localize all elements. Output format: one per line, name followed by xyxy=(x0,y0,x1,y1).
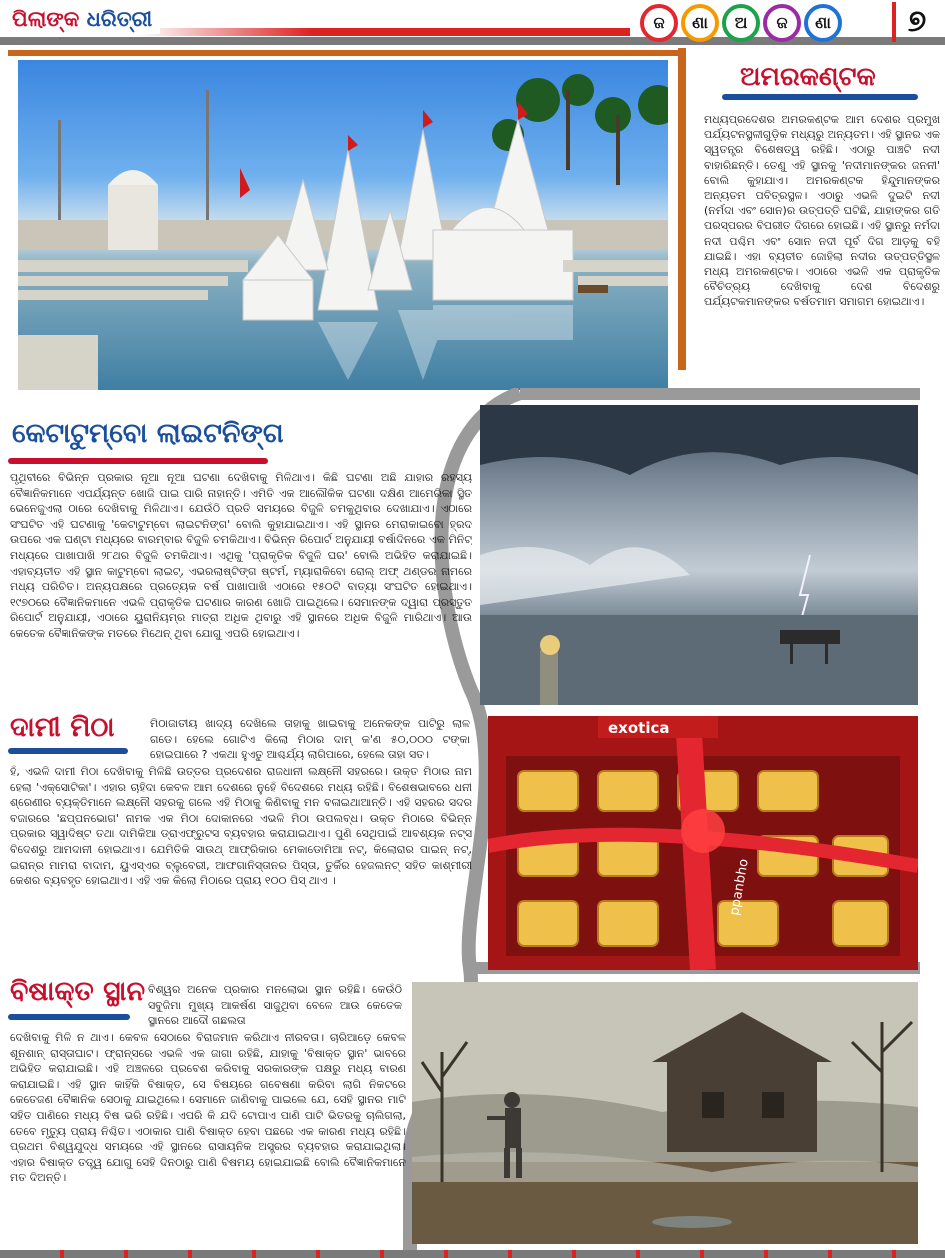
footer-rule xyxy=(0,1250,945,1258)
toxic-title: ବିଷାକ୍ତ ସ୍ଥାନ xyxy=(10,976,146,1007)
lightning-photo xyxy=(480,405,918,705)
sweet-ribbon-text: ppanbho xyxy=(727,857,752,917)
lightning-body: ପୃଥିବୀରେ ବିଭିନ୍ନ ପ୍ରକାର ନୂଆ ନୂଆ ଘଟଣା ଦେଖିବାକୁ ମିଳିଥାଏ। କିଛି ଘଟଣା ଅଛି ଯାହାର ରହସ୍ୟ ବୈଜ୍ଞାନିକମାନେ ଏପର୍ଯ୍ୟନ୍ତ ଖୋଜି ପାଇ ପାରି ନାହାନ୍ତି। ଏମିତି ଏକ ଆଲୌକିକ ଘଟଣା ଦକ୍ଷିଣ ଆମେରିକା ସ୍ଥିତ ଭେନେଜୁଏଲା ଠାରେ ଦେଖିବାକୁ ମିଳିଥାଏ। ଯେଉଁଠି ପ୍ରତି ସମୟରେ ବିଜୁଳି ଚମକୁଥିବାର ଦେଖାଯାଏ। ଏଠାରେ ସଂଘଟିତ ଏହି ଘଟଣାକୁ 'କେଟାଟୁମ୍ବୋ ଲାଇଟନିଙ୍ଗ' ବୋଲି କୁହାଯାଇଥାଏ। ଏହି ସ୍ଥାନର ମେରାକାଇବୋ ହ୍ରଦ ଉପରେ ଏକ ଘଣ୍ଟା ମଧ୍ୟରେ ବାରମ୍ବାର ବିଜୁଳି ଚମକିଥାଏ। ବିଭିନ୍ନ ରିପୋର୍ଟ ଅନୁଯାୟୀ ବର୍ଷାଦିନରେ ଏକ ମିନିଟ୍ ମଧ୍ୟରେ ପାଖାପାଖି ୨୮ଥର ବିଜୁଳି ଚମକିଥାଏ। ଏଥିକୁ 'ପ୍ରାକୃତିକ ବିଜୁଳି ଘର' ବୋଲି ଅଭିହିତ କରାଯାଇଛି। ଏହାବ୍ୟତୀତ ଏହି ସ୍ଥାନ କାଟୁମ୍ବୋ ଲାଇଟ୍, ଏଭରଲାଷ୍ଟିଙ୍ଗ ଷ୍ଟର୍ମ, ମ୍ୟାରାକିବୋ ରୋଲ୍ ଅଫ୍ ଥଣ୍ଡର ନାମରେ ମଧ୍ୟ ପରିଚିତ। ଅନ୍ୟପକ୍ଷରେ ପ୍ରତ୍ୟେକ ବର୍ଷ ପାଖାପାଖି ଏଠାରେ ୧୫୦ଟି ବାତ୍ୟା ସଂଘଟିତ ହୋଇଥାଏ। ୧୯୭୦ରେ ବୈଜ୍ଞାନିକମାନେ ଏଭଳି ପ୍ରାକୃତିକ ଘଟଣାର କାରଣ ଖୋଜି ପାଇଥିଲେ। ସେମାନଙ୍କ ଦ୍ୱାରା ପ୍ରସ୍ତୁତ ରିପୋର୍ଟ ଅନୁଯାୟୀ, ଏଠାରେ ୟୁରାନିୟମ୍‌ର ମାତ୍ରା ଅଧିକ ଥିବାରୁ ଏହି ସ୍ଥାନରେ ଅଧିକ ବିଜୁଳି ମାରିଥାଏ। ଆଉ କେତେକ ବୈଜ୍ଞାନିକଙ୍କ ମତରେ ମିଥେନ୍ ଥିବା ଯୋଗୁ ଏପରି ହୋଇଥାଏ। xyxy=(10,471,472,640)
series-letter-4: ଜ xyxy=(763,4,801,42)
photo-frame-top xyxy=(8,50,686,56)
series-letter-3: ଅ xyxy=(722,4,760,42)
series-letter-1: ଜ xyxy=(640,4,678,42)
logo-word-1: ପିଲାଙ୍କ xyxy=(12,7,80,31)
toxic-place-illustration xyxy=(412,982,918,1244)
sweet-title-underline xyxy=(8,748,128,754)
sweet-body-lead: ମିଠାଜାତୀୟ ଖାଦ୍ୟ ଦେଖିଲେ ତାହାକୁ ଖାଇବାକୁ ଅନେକଙ୍କ ପାଟିରୁ ଲାଳ ଗଡେ। ହେଲେ ଗୋଟିଏ କିଲୋ ମିଠାର ଦାମ୍ କ'ଣ ୫୦,୦୦୦ ଟଙ୍କା ହୋଇପାରେ ? ଏକଥା ହୁଏତୁ ଆଶ୍ଚର୍ଯ୍ୟ ଲାଗିପାରେ, ହେଲେ ତାହା ସତ। xyxy=(150,717,470,762)
publication-logo xyxy=(4,4,160,34)
toxic-title-underline xyxy=(8,1014,130,1020)
sweet-box-brand-text: exotica xyxy=(608,719,670,737)
toxic-body: ଦେଖିବାକୁ ମିଳି ନ ଥାଏ। କେବଳ ସେଠାରେ ବିରାଜମାନ କରିଥାଏ ନୀରବତା। ଚାରିଆଡ଼େ କେବଳ ଶୂନଶାନ୍ ରାସ୍ତାଘାଟ। ଫ୍ରାନ୍ସରେ ଏଭଳି ଏକ ଜାଗା ରହିଛି, ଯାହାକୁ 'ବିଷାକ୍ତ ସ୍ଥାନ' ଭାବରେ ଅଭିହିତ କରାଯାଇଛି। ଏହି ଅଞ୍ଚଳରେ ପ୍ରବେଶ କରିବାକୁ ସରକାରଙ୍କ ପକ୍ଷରୁ ମଧ୍ୟ ବାରଣ କରାଯାଇଛି। ଏହି ସ୍ଥାନ କାହିଁକି ବିଷାକ୍ତ, ସେ ବିଷୟରେ ଗବେଷଣା କରିବା ଲାଗି ନିକଟରେ କେତେଜଣ ବୈଜ୍ଞାନିକ ସେଠାକୁ ଯାଇଥିଲେ। ସେମାନେ ଜାଣିବାକୁ ପାଇଲେ ଯେ, ସେହି ସ୍ଥାନର ମାଟି ସହିତ ପାଣିରେ ମଧ୍ୟ ବିଷ ଭରି ରହିଛି। ଏପରି କି ଯଦି ଟୋପାଏ ପାଣି ପାଟି ଭିତରକୁ ଚାଲିଗଲା, ତେବେ ମୃତ୍ୟୁ ପ୍ରାୟ ନିଶ୍ଚିତ। ଏଠାକାର ପାଣି ବିଷାକ୍ତ ହେବା ପଛରେ ଏକ କାରଣ ମଧ୍ୟ ରହିଛି। ପ୍ରଥମ ବିଶ୍ୱଯୁଦ୍ଧ ସମୟରେ ଏହି ସ୍ଥାନରେ ରାସାୟନିକ ଅସ୍ତ୍ରର ବ୍ୟବହାର କରାଯାଇଥିଲା। ଏହାର ବିଷାକ୍ତ ତତ୍ତ୍ୱ ଯୋଗୁ ସେହି ଦିନଠାରୁ ପାଣି ବିଷମୟ ହୋଇଯାଇଛି ବୋଲି ବୈଜ୍ଞାନିକମାନେ ମତ ଦିଅନ୍ତି। xyxy=(10,1031,406,1185)
amarkantak-title-underline xyxy=(722,94,918,100)
lightning-illustration xyxy=(480,405,918,705)
series-letter-2: ଣା xyxy=(681,4,719,42)
toxic-place-photo xyxy=(412,982,918,1244)
sweet-title: ଦାମୀ ମିଠା xyxy=(10,712,115,743)
photo-frame-right xyxy=(678,48,686,370)
amarkantak-title: ଅମରକଣ୍ଟକ xyxy=(740,62,876,92)
masthead xyxy=(0,0,945,48)
logo-word-2: ଧରିତ୍ରୀ xyxy=(86,7,153,31)
amarkantak-body: ମଧ୍ୟପ୍ରଦେଶର ଅମରକଣ୍ଟକ ଆମ ଦେଶର ପ୍ରମୁଖ ପର୍ଯ୍ୟଟନସ୍ଥଳୀଗୁଡ଼ିକ ମଧ୍ୟରୁ ଅନ୍ୟତମ। ଏହି ସ୍ଥାନର ଏକ ସ୍ୱତନ୍ତ୍ର ବିଶେଷତ୍ୱ ରହିଛି। ଏଠାରୁ ପାଞ୍ଚଟି ନଦୀ ବାହାରିଛନ୍ତି। ତେଣୁ ଏହି ସ୍ଥାନକୁ 'ନଦୀମାନଙ୍କର ଜନନୀ' ବୋଲି କୁହାଯାଏ। ଅମରକଣ୍ଟକ ହିନ୍ଦୁମାନଙ୍କର ଅନ୍ୟତମ ପବିତ୍ରସ୍ଥଳ। ଏଠାରୁ ଏଭଳି ଦୁଇଟି ନଦୀ (ନର୍ମଦା ଏବଂ ସୋନ)ର ଉତ୍ପତ୍ତି ଘଟିଛି, ଯାହାଙ୍କର ଗତି ପରସ୍ପରର ବିପରୀତ ଦିଗରେ ହୋଇଛି। ଏହି ସ୍ଥାନରୁ ନର୍ମଦା ନଦୀ ପଶ୍ଚିମ ଏବଂ ସୋନ ନଦୀ ପୂର୍ବ ଦିଗ ଆଡ଼କୁ ବହି ଯାଇଛି। ଏହା ବ୍ୟତୀତ ଜୋହିଲା ନଦୀର ଉତ୍ପତ୍ତିସ୍ଥଳ ମଧ୍ୟ ଅମରକଣ୍ଟକ। ଏଠାରେ ଏଭଳି ଏକ ପ୍ରାକୃତିକ ବୈଚିତ୍ର୍ୟ ଦେଖିବାକୁ ଦେଶ ବିଦେଶରୁ ପର୍ଯ୍ୟଟକମାନଙ୍କର ବର୍ଷତମାମ ସମାଗମ ହୋଇଥାଏ। xyxy=(704,113,940,309)
temple-illustration xyxy=(18,60,668,390)
lightning-title: କେଟାଟୁମ୍ବୋ ଲାଇଟନିଙ୍ଗ xyxy=(12,418,284,449)
header-red-rule xyxy=(140,28,630,36)
temple-photo xyxy=(18,60,668,390)
sweet-body: ହଁ, ଏଭଳି ଦାମୀ ମିଠା ଦେଖିବାକୁ ମିଳିଛି ଉତ୍ତର ପ୍ରଦେଶର ରାଜଧାନୀ ଲକ୍ଷ୍ନୌ ସହରରେ। ଉକ୍ତ ମିଠାର ନାମ ହେଲା 'ଏକ୍ସୋଟିକା'। ଏହାର ଚାହିଦା କେବଳ ଆମ ଦେଶରେ ନୁହେଁ ବିଦେଶରେ ମଧ୍ୟ ରହିଛି। ବିଶେଷଭାବରେ ଧନୀ ଶ୍ରେଣୀର ବ୍ୟକ୍ତିମାନେ ଲକ୍ଷ୍ନୌ ସହରକୁ ଗଲେ ଏହି ମିଠାକୁ କିଣିବାକୁ ମନ ବଳାଇଥାଆନ୍ତି। ଏହି ସହରର ସଦର ବଜାରରେ 'ଛପ୍ପନଭୋଗ' ନାମକ ଏକ ମିଠା ଦୋକାନରେ ଏଭଳି ମିଠା ଉପଲବ୍ଧ। ଉକ୍ତ ମିଠାରେ ବିଭିନ୍ନ ପ୍ରକାର ସ୍ୱାଦିଷ୍ଟ ତଥା ଦାମିକିଆ ଡ୍ରାଏଫ୍ରୁଟସ ବ୍ୟବହାର କରାଯାଇଥାଏ। ପୁଣି ସେଥିପାଇଁ ଆବଶ୍ୟକ ନଟ୍ସ ବିଦେଶରୁ ଆମଦାନୀ ହୋଇଥାଏ। ଯେମିତିକି ସାଉଥ୍ ଆଫ୍ରିକାର ମେକାଡୋମିଆ ନଟ୍, କିଲୋରାର ପାଇନ୍ ନଟ୍, ଇରାନ୍‌ର ମାମରା ବାଦାମ, ୟୁଏସ୍‌ଏର ବ୍ଲୁବେରୀ, ଆଫଗାନିସ୍ତାନର ପିସ୍ତା, ତୁର୍କିର ହେଜଲନଟ୍ ସହିତ କାଶ୍ମୀରୀ କେଶର ବ୍ୟବହୃତ ହୋଇଥାଏ। ଏହି ଏକ କିଲୋ ମିଠାରେ ପ୍ରାୟ ୧୦୦ ପିସ୍ ଥାଏ । xyxy=(10,765,472,888)
sweet-box-photo xyxy=(488,716,918,970)
lightning-title-underline xyxy=(8,458,268,464)
series-title-circles xyxy=(640,4,880,44)
series-letter-5: ଣା xyxy=(804,4,842,42)
sweet-box-illustration xyxy=(488,716,918,970)
page-number: ୭ xyxy=(892,2,938,42)
toxic-body-lead: ବିଶ୍ୱର ଅନେକ ପ୍ରକାର ମନଲୋଭା ସ୍ଥାନ ରହିଛି। କେଉଁଠି ସବୁଜିମା ମୁଖ୍ୟ ଆକର୍ଷଣ ସାଜୁଥିବା ବେଳେ ଆଉ କେତେକ ସ୍ଥାନରେ ଆଦୌ ଗଛଲତା xyxy=(148,983,402,1028)
